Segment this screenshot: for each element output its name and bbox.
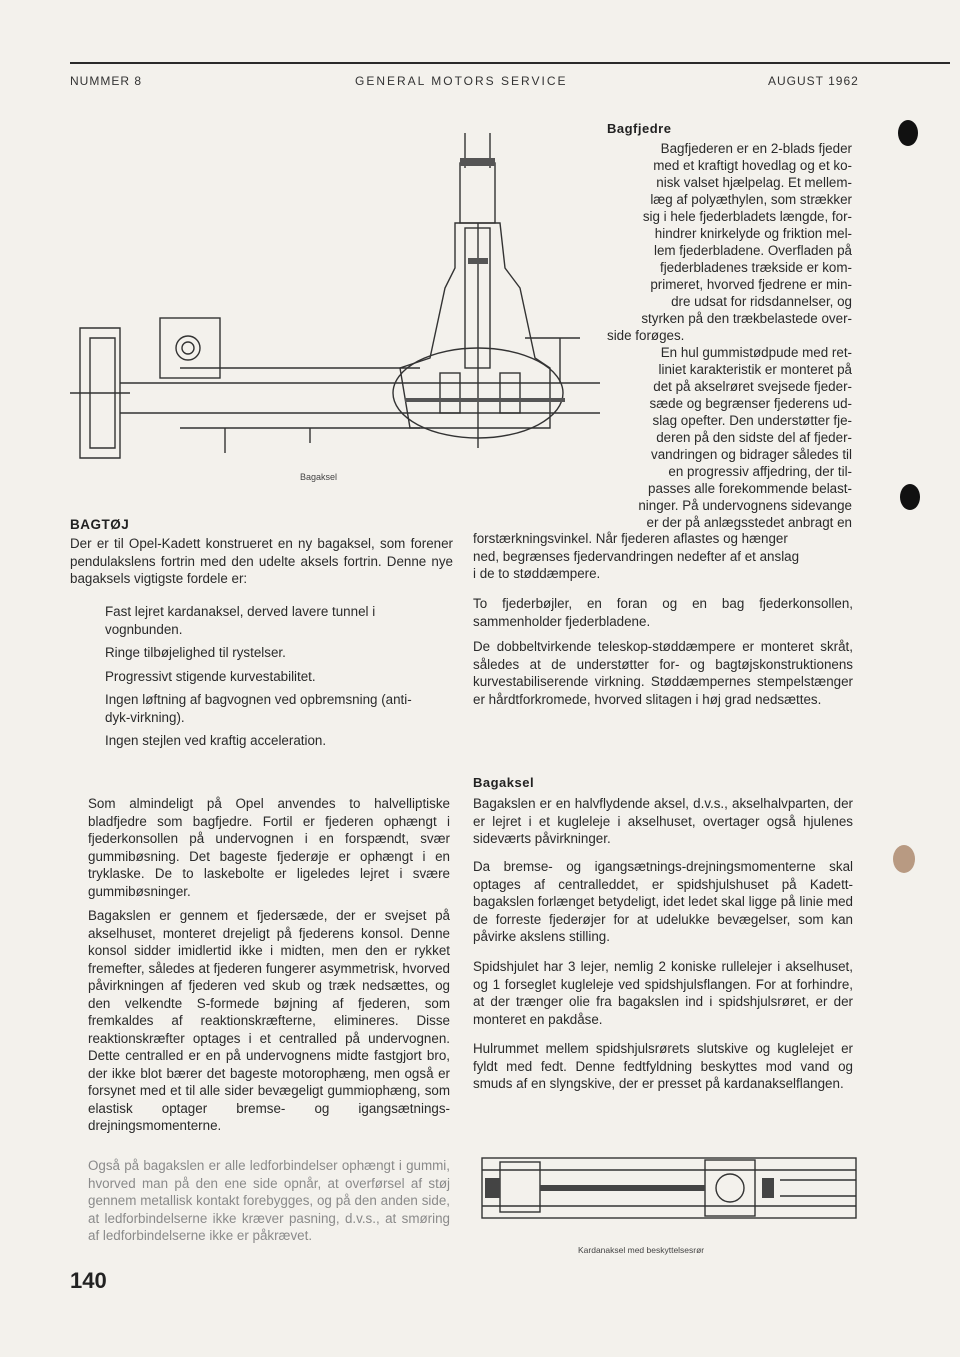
bagfjedre-paragraph-2: To fjederbøjler, en foran og en bag fjederkonsollen, sammenholder fjederbladene. [473, 596, 853, 629]
publication-title: GENERAL MOTORS SERVICE [355, 74, 568, 88]
issue-number: NUMMER 8 [70, 74, 143, 88]
text-line: primeret, hvorved fjedrene er min- [650, 277, 852, 292]
header-rule [70, 62, 950, 64]
driveshaft-figure [480, 1140, 860, 1230]
text-line: side forøges. [607, 328, 685, 343]
text-line: fjederbladenes trækside er kom- [659, 260, 852, 275]
text-line: i de to støddæmpere. [473, 566, 601, 581]
text-line: med et kraftigt hovedlag og et ko- [653, 158, 852, 173]
text-line: passes alle forekommende belast- [648, 481, 852, 496]
text-line: hindrer knirkelyde og friktion mel- [654, 226, 852, 241]
text-line: det på akselrøret svejsede fjeder- [653, 379, 852, 394]
bagtoj-heading: BAGTØJ [70, 517, 130, 532]
rear-axle-figure [60, 128, 600, 478]
driveshaft-caption: Kardanaksel med beskyttelsesrør [578, 1245, 705, 1255]
binder-hole-torn [893, 845, 915, 873]
text-line: nisk valset hjælpelag. Et mellem- [656, 175, 852, 190]
list-item: Ingen løftning af bagvognen ved opbremsning (anti-dyk-virkning). [105, 692, 412, 725]
bagfjedre-paragraph-3: De dobbeltvirkende teleskop-støddæmpere er monteret skråt, således at de understøtter for- og bagtøjskonstruktionens kurvestabiliserende virkning. Støddæmpernes stempelstænger er hårdtforkromede, hvorved slitagen i høj grad nedsættes. [473, 639, 853, 707]
bagaksel-heading: Bagaksel [473, 775, 535, 790]
bagaksel-paragraph-4: Hulrummet mellem spidshjulsrørets slutskive og kuglelejet er fyldt med fedt. Denne fedtfyldning beskyttes mod vand og smuds af en slyngskive, der er presset på kardanakselflangen. [473, 1041, 853, 1091]
text-line: læg af polyæthylen, som strækker [650, 192, 852, 207]
binder-hole-top [898, 120, 918, 146]
rear-axle-cross-section-icon [60, 128, 600, 478]
issue-date: AUGUST 1962 [768, 74, 859, 88]
text-line: lem fjederbladene. Overfladen på [653, 243, 852, 258]
text-line: dre udsat for ridsdannelser, og [671, 294, 852, 309]
list-item: Ingen stejlen ved kraftig acceleration. [105, 733, 327, 748]
text-line: sig i hele fjederbladets længde, for- [642, 209, 852, 224]
text-line: ned, begrænses fjedervandringen nedefter af et anslag [473, 548, 800, 564]
bagaksel-paragraph-1: Bagakslen er en halvflydende aksel, d.v.s., akselhalvparten, der er lejret i et kugleleje i akselhuset, overtager også hjulenes sideværts påvirkninger. [473, 796, 853, 846]
text-line: Bagfjederen er en 2-blads fjeder [660, 141, 852, 156]
list-item: Ringe tilbøjelighed til rystelser. [105, 645, 286, 660]
driveshaft-cross-section-icon [480, 1140, 860, 1230]
bagaksel-paragraph-3: Spidshjulet har 3 lejer, nemlig 2 koniske rullelejer i akselhuset, og 1 forseglet kugleleje ved spidshjulsflangen. For at forhindre, at der trænger olie fra bagakslen ind i spidshjulsrøret, er der monteret en pakdåse. [473, 959, 853, 1027]
text-line: en progressiv affjedring, der til- [668, 464, 852, 479]
list-item: Progressivt stigende kurvestabilitet. [105, 668, 316, 684]
binder-hole-middle [900, 484, 920, 510]
text-line: liniet karakteristik er monteret på [658, 362, 852, 377]
text-line: styrken på den trækbelastede over- [641, 311, 852, 326]
left-paragraph-2: Bagakslen er gennem et fjedersæde, der er svejset på akselhuset, monteret drejeligt på fjederens konsol. Denne konsol sidder imidlertid ikke i midten, men den er rykket fremefter, således at fjederen fungerer asymmetrisk, hvorved påvirkningen af fjederen ved skub og træk nedsættes, og den velkendte S-formede bøjning af fjederen, som fremkaldes af reaktionskræfterne, elimineres. Disse reaktionskræfter optages i et centralled på undervognen. Dette centralled er en på undervognens midte fastgjort bro, der ikke blot bærer det bageste motorophæng, men også er forsynet med et til alle sider bevægeligt gummiophæng, som elastisk optager bremse- og igangsætnings-drejningsmomenterne. [88, 908, 450, 1133]
text-line: slag opefter. Den understøtter fje- [652, 413, 852, 428]
bagfjedre-wide-text [473, 530, 853, 583]
left-paragraph-3: Også på bagakslen er alle ledforbindelser ophængt i gummi, hvorved man på den ene side opnår, at overførsel af støj gennem metallisk kontakt forebygges, og på den anden side, at ledforbindelserne ikke kræver pasning, d.v.s., at smøring af ledforbindelserne ikke er påkrævet. [88, 1158, 450, 1243]
bagfjedre-narrow-text [607, 140, 852, 531]
advantages-list [105, 603, 425, 756]
text-line: En hul gummistødpude med ret- [660, 345, 852, 360]
text-line: sæde og begrænser fjederens ud- [649, 396, 852, 411]
bagtoj-intro: Der er til Opel-Kadett konstrueret en ny bagaksel, som forener pendulakslens fortrin med den udelte aksels fortrin. Denne nye bagaksels vigtigste fordele er: [70, 536, 453, 586]
page-number: 140 [70, 1268, 107, 1293]
text-line: deren på den sidste del af fjeder- [656, 430, 852, 445]
text-line: vandringen og bidrager således til [651, 447, 852, 462]
bagfjedre-heading: Bagfjedre [607, 121, 672, 136]
text-line: er der på anlægsstedet anbragt en [646, 515, 852, 530]
left-paragraph-1: Som almindeligt på Opel anvendes to halvelliptiske bladfjedre som bagfjedre. Fortil er fjederen ophængt i fjederkonsollen på undervognen i en forspændt, svær gummibøsning. Det bageste fjederøje er ophængt i en tryklaske. De to laskebolte er ligeledes lejret i svære gummibøsninger. [88, 796, 450, 899]
bagaksel-paragraph-2: Da bremse- og igangsætnings-drejningsmomenterne skal optages af centralleddet, er spidshjulshuset på Kadett-bagakslen forlænget betydeligt, idet ledet skal ligge på linie med de forreste fjederøjer for at udelukke bevægelser, som kan påvirke akslens stilling. [473, 859, 853, 944]
text-line: forstærkningsvinkel. Når fjederen aflastes og hænger [473, 531, 788, 546]
rear-axle-caption: Bagaksel [300, 472, 338, 482]
text-line: ninger. På undervognens sidevange [638, 498, 852, 513]
list-item: Fast lejret kardanaksel, derved lavere tunnel i vognbunden. [105, 604, 376, 637]
